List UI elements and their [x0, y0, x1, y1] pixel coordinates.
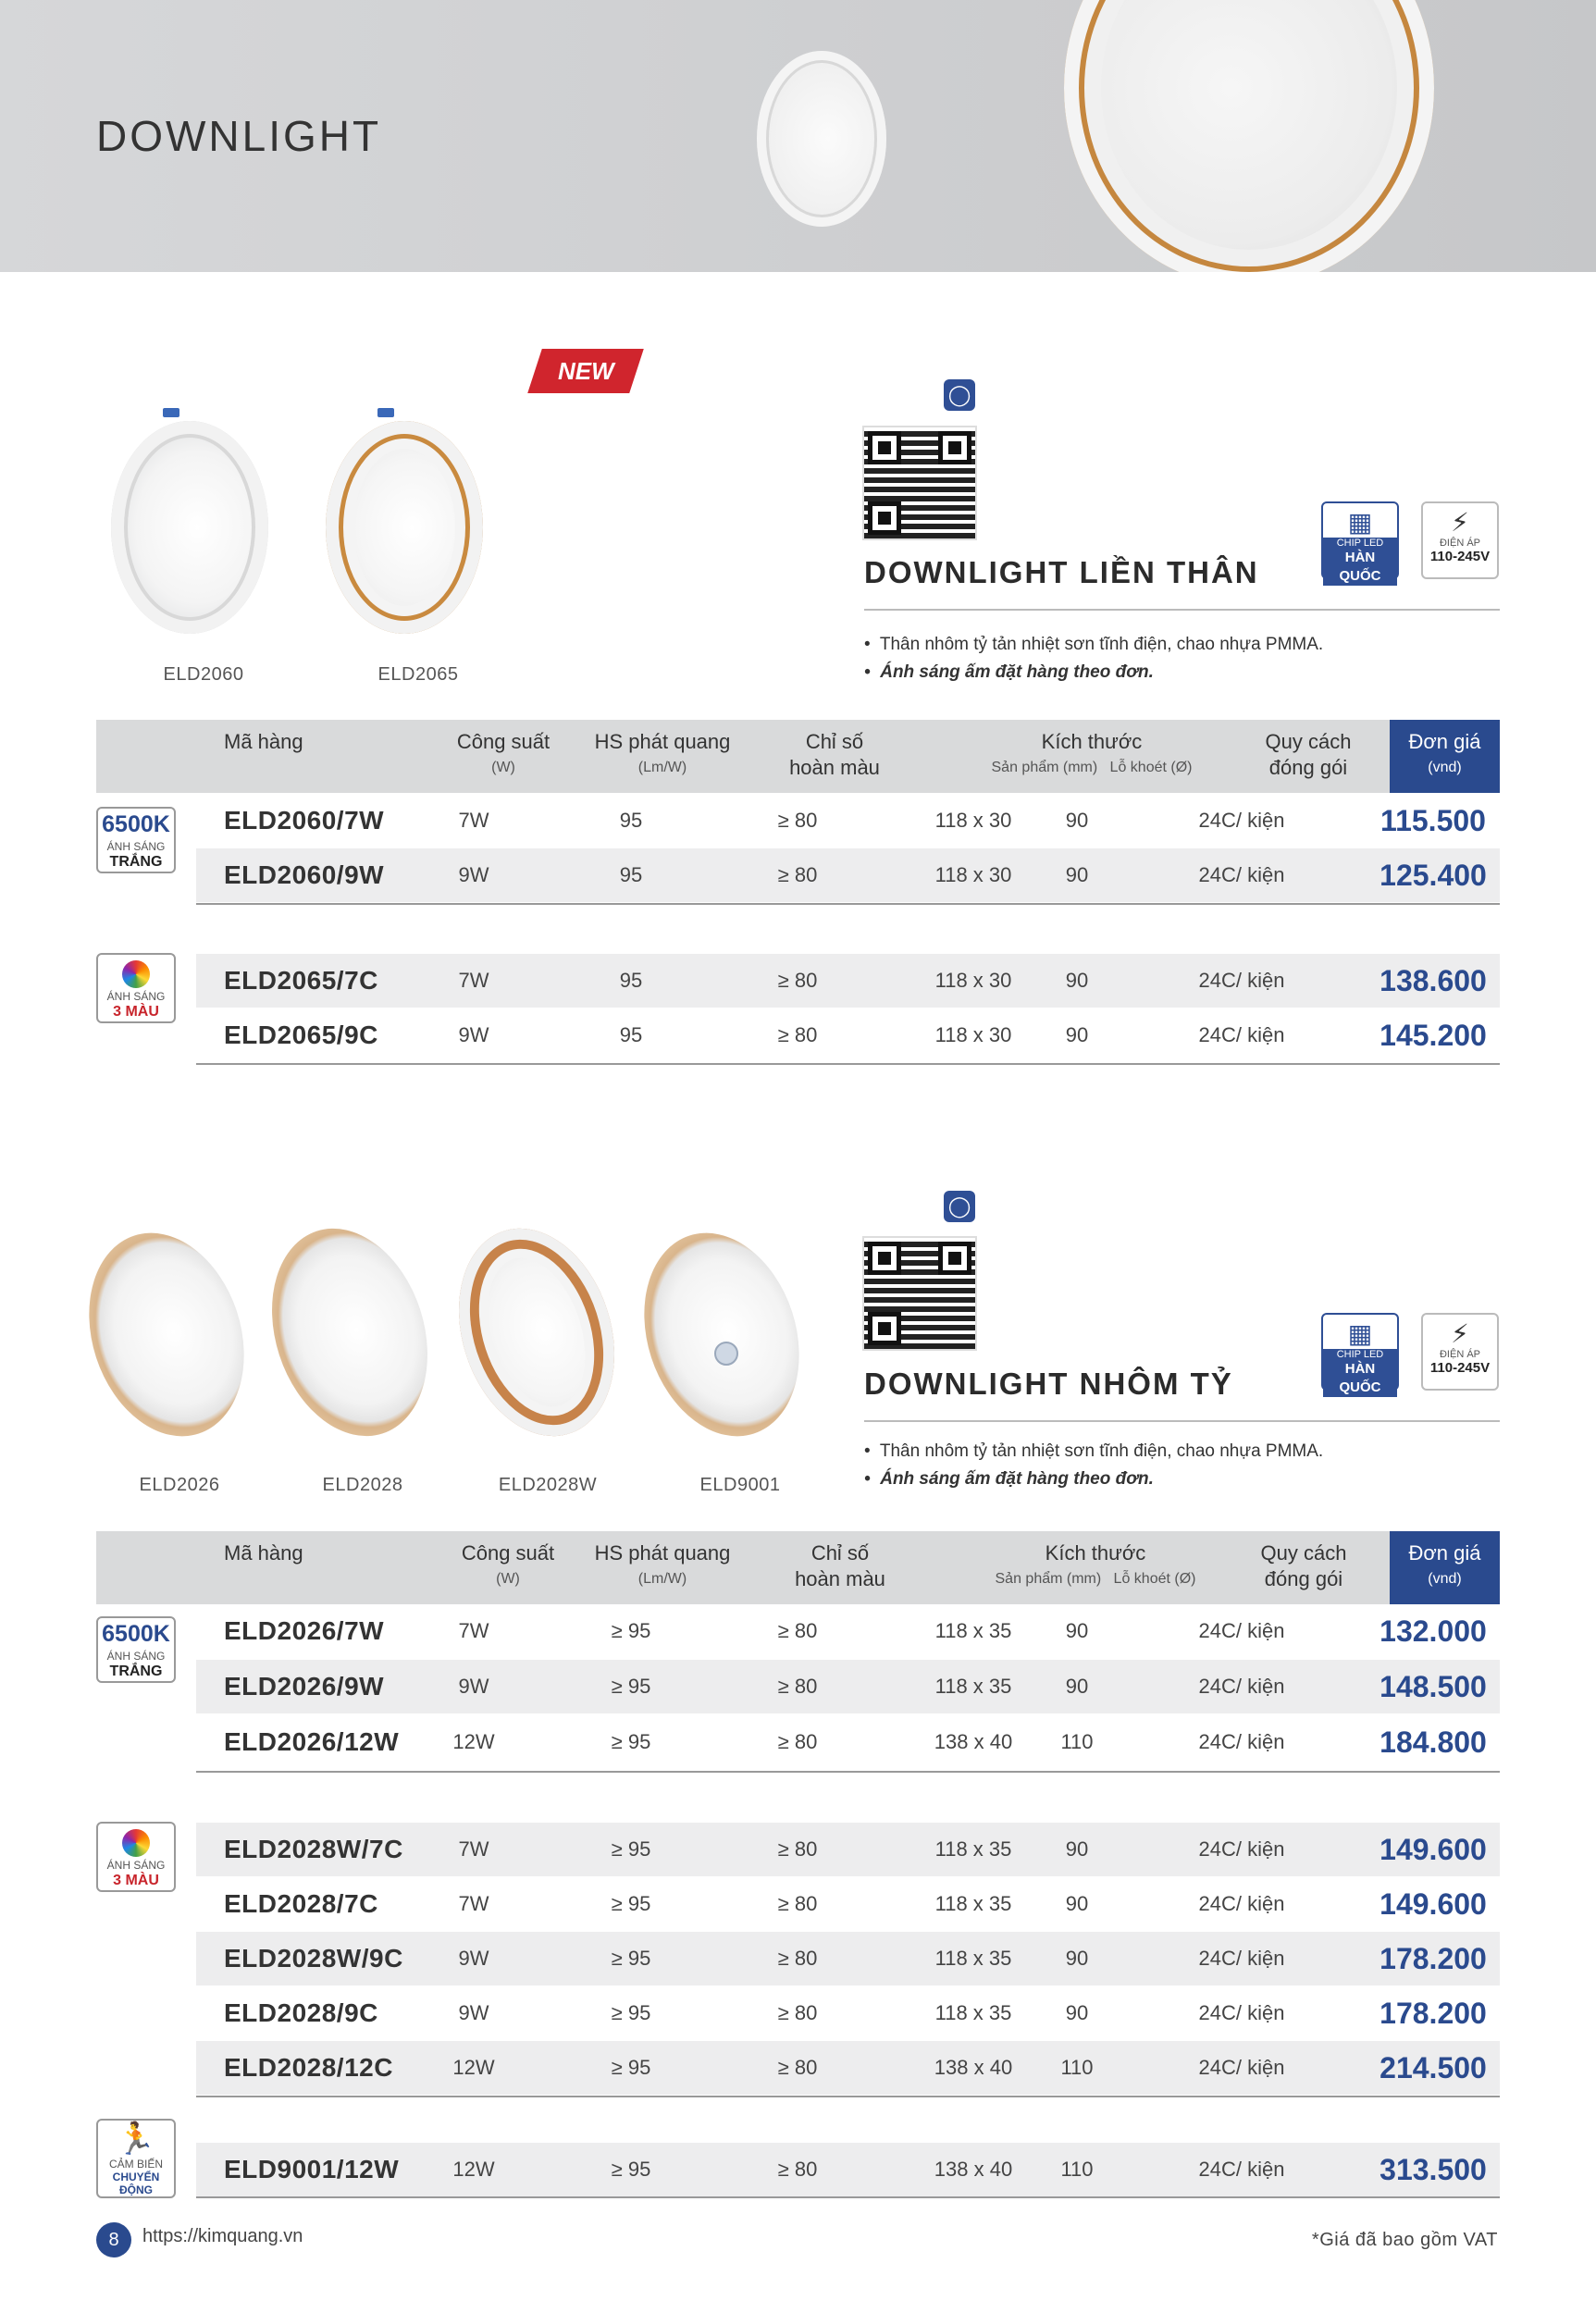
table-row [196, 954, 1500, 1008]
cell-size: 118 x 30 [934, 1023, 1012, 1046]
table-bottom-rule [196, 1063, 1500, 1065]
cell-power: 9W [458, 1675, 489, 1698]
col-size: Kích thước Sản phẩm (mm) Lỗ khoét (Ø) [991, 730, 1193, 775]
cell-cut: 90 [1065, 1837, 1089, 1861]
cell-pack: 24C/ kiện [1198, 863, 1285, 886]
cell-code: ELD2065/7C [224, 966, 378, 995]
cell-eff: ≥ 95 [611, 2056, 651, 2079]
cell-eff: 95 [619, 809, 643, 832]
cell-pack: 24C/ kiện [1198, 1892, 1285, 1915]
cell-size: 138 x 40 [934, 2056, 1013, 2079]
feature-item: • Ánh sáng ấm đặt hàng theo đơn. [864, 662, 1154, 682]
col-pack: Quy cách đóng gói [1260, 1541, 1347, 1590]
cell-price: 138.600 [1379, 964, 1487, 997]
cell-cut: 110 [1060, 2158, 1094, 2181]
cell-eff: ≥ 95 [611, 1892, 651, 1915]
chip-led-badge: ▦ CHIP LED HÀN QUỐC [1321, 501, 1399, 579]
cell-cut: 90 [1065, 1619, 1089, 1642]
cell-cut: 90 [1065, 809, 1089, 832]
cell-code: ELD2060/7W [224, 806, 385, 835]
table-row [196, 1008, 1500, 1062]
badge-motion-sensor: 🏃 CẢM BIẾN CHUYỂN ĐỘNG [96, 2119, 176, 2198]
cell-price: 313.500 [1379, 2153, 1487, 2186]
cell-cri: ≥ 80 [777, 2001, 818, 2024]
table-row [196, 1877, 1500, 1931]
mounting-clip [377, 408, 394, 417]
cell-cri: ≥ 80 [777, 1023, 818, 1046]
cell-price: 148.500 [1379, 1670, 1487, 1703]
section-title-lien-than: DOWNLIGHT LIỀN THÂN [864, 555, 1259, 589]
col-power: Công suất (W) [456, 730, 551, 775]
cell-cri: ≥ 80 [777, 969, 818, 992]
image-label-eld2026: ELD2026 [139, 1475, 220, 1495]
cell-size: 118 x 30 [934, 863, 1012, 886]
cell-eff: ≥ 95 [611, 2001, 651, 2024]
feature-item: • Thân nhôm tỷ tản nhiệt sơn tĩnh điện, chao nhựa PMMA. [864, 635, 1324, 654]
cell-power: 7W [458, 1892, 489, 1915]
cell-price: 132.000 [1379, 1614, 1487, 1648]
vat-note: *Giá đã bao gồm VAT [1311, 2230, 1498, 2250]
cell-size: 138 x 40 [934, 1730, 1013, 1753]
col-power: Công suất (W) [461, 1541, 555, 1587]
cell-code: ELD2026/7W [224, 1616, 385, 1645]
col-code: Mã hàng [224, 730, 303, 753]
cell-power: 7W [458, 809, 489, 832]
globe-icon[interactable]: ◯ [944, 379, 975, 411]
cell-cri: ≥ 80 [777, 2158, 818, 2181]
col-code: Mã hàng [224, 1541, 303, 1565]
image-label-eld9001: ELD9001 [699, 1475, 781, 1495]
table-row [196, 794, 1500, 847]
cell-cut: 90 [1065, 2001, 1089, 2024]
cell-power: 9W [458, 2001, 489, 2024]
cell-pack: 24C/ kiện [1198, 1730, 1285, 1753]
image-label-eld2028: ELD2028 [322, 1475, 403, 1495]
cell-code: ELD9001/12W [224, 2155, 400, 2183]
image-label-eld2060: ELD2060 [163, 664, 244, 685]
feature-item: • Thân nhôm tỷ tản nhiệt sơn tĩnh điện, chao nhựa PMMA. [864, 1441, 1324, 1461]
cell-cut: 90 [1065, 1023, 1089, 1046]
feature-list [864, 1438, 1323, 1493]
image-label-eld2065: ELD2065 [377, 664, 459, 685]
qr-code[interactable] [862, 426, 977, 540]
cell-size: 118 x 30 [934, 969, 1012, 992]
motion-sensor-dot [714, 1342, 738, 1366]
table-bottom-rule [196, 903, 1500, 905]
cell-price: 178.200 [1379, 1942, 1487, 1975]
feature-item: • Ánh sáng ấm đặt hàng theo đơn. [864, 1469, 1154, 1489]
cell-price: 125.400 [1379, 859, 1487, 892]
cell-power: 9W [458, 1947, 489, 1970]
cell-code: ELD2028/9C [224, 1998, 378, 2027]
cell-size: 118 x 35 [934, 1675, 1012, 1698]
cell-eff: ≥ 95 [611, 1619, 651, 1642]
col-efficacy: HS phát quang (Lm/W) [594, 730, 731, 775]
page-number: 8 [96, 2222, 131, 2257]
product-image-eld2028 [246, 1208, 452, 1456]
table-header [96, 720, 1500, 793]
cell-pack: 24C/ kiện [1198, 1947, 1285, 1970]
table-bottom-rule [196, 2096, 1500, 2097]
col-cri: Chỉ số hoàn màu [789, 730, 880, 779]
lightning-icon: ⚡ [1451, 508, 1469, 537]
cell-size: 118 x 35 [934, 1947, 1012, 1970]
col-cri: Chỉ số hoàn màu [795, 1541, 885, 1590]
cell-cri: ≥ 80 [777, 2056, 818, 2079]
cell-price: 184.800 [1379, 1725, 1487, 1759]
table-row [196, 1986, 1500, 2040]
cell-eff: ≥ 95 [611, 1837, 651, 1861]
section-title-nhom-ty: DOWNLIGHT NHÔM TỶ [864, 1367, 1233, 1401]
color-wheel-icon [122, 960, 150, 988]
divider [864, 1420, 1500, 1422]
mounting-clip [163, 408, 179, 417]
cell-pack: 24C/ kiện [1198, 2158, 1285, 2181]
cell-power: 7W [458, 969, 489, 992]
cell-size: 118 x 35 [934, 1837, 1012, 1861]
product-image-eld2026 [64, 1213, 269, 1456]
col-pack: Quy cách đóng gói [1265, 730, 1352, 779]
cell-cut: 90 [1065, 863, 1089, 886]
running-person-icon: 🏃 [116, 2121, 156, 2157]
cell-cri: ≥ 80 [777, 1892, 818, 1915]
cell-cri: ≥ 80 [777, 863, 818, 886]
table-header [96, 1531, 1500, 1604]
lightning-icon: ⚡ [1451, 1319, 1469, 1348]
feature-list [864, 631, 1323, 686]
cell-price: 214.500 [1379, 2051, 1487, 2084]
cell-price: 145.200 [1379, 1019, 1487, 1052]
cell-pack: 24C/ kiện [1198, 1837, 1285, 1861]
cell-code: ELD2028W/7C [224, 1835, 403, 1863]
cell-eff: 95 [619, 1023, 643, 1046]
cell-pack: 24C/ kiện [1198, 969, 1285, 992]
cell-cri: ≥ 80 [777, 1675, 818, 1698]
cell-size: 118 x 35 [934, 2001, 1012, 2024]
cell-size: 118 x 35 [934, 1892, 1012, 1915]
chip-led-badge: ▦ CHIP LED HÀN QUỐC [1321, 1313, 1399, 1391]
cell-size: 138 x 40 [934, 2158, 1013, 2181]
table-row [196, 1715, 1500, 1769]
cell-eff: 95 [619, 863, 643, 886]
cell-pack: 24C/ kiện [1198, 1023, 1285, 1046]
cell-cri: ≥ 80 [777, 809, 818, 832]
cell-cri: ≥ 80 [777, 1947, 818, 1970]
cell-price: 149.600 [1379, 1887, 1487, 1921]
badge-6500k-white: 6500K ÁNH SÁNG TRẮNG [96, 807, 176, 873]
col-price: Đơn giá (vnd) [1390, 720, 1500, 793]
cell-code: ELD2026/9W [224, 1672, 385, 1701]
cell-code: ELD2060/9W [224, 860, 385, 889]
cell-pack: 24C/ kiện [1198, 1675, 1285, 1698]
cell-code: ELD2065/9C [224, 1020, 378, 1049]
downlight-banner-image-large [1064, 0, 1434, 272]
cell-cri: ≥ 80 [777, 1730, 818, 1753]
cell-pack: 24C/ kiện [1198, 2056, 1285, 2079]
cell-cri: ≥ 80 [777, 1619, 818, 1642]
cell-power: 12W [452, 2056, 495, 2079]
col-price: Đơn giá (vnd) [1390, 1531, 1500, 1604]
cell-power: 9W [458, 863, 489, 886]
cell-size: 118 x 35 [934, 1619, 1012, 1642]
qr-code[interactable] [862, 1236, 977, 1351]
cell-power: 12W [452, 1730, 495, 1753]
cell-pack: 24C/ kiện [1198, 1619, 1285, 1642]
table-row [196, 2041, 1500, 2095]
cell-power: 9W [458, 1023, 489, 1046]
cell-pack: 24C/ kiện [1198, 2001, 1285, 2024]
cell-cut: 90 [1065, 1892, 1089, 1915]
cell-cut: 110 [1060, 1730, 1094, 1753]
cell-code: ELD2028/12C [224, 2053, 393, 2082]
product-image-eld9001 [619, 1213, 824, 1456]
table-row [196, 1932, 1500, 1985]
table-row [196, 1823, 1500, 1876]
product-image-eld2065 [326, 421, 483, 634]
new-badge: NEW [527, 349, 644, 393]
cell-pack: 24C/ kiện [1198, 809, 1285, 832]
color-wheel-icon [122, 1829, 150, 1857]
cell-power: 7W [458, 1837, 489, 1861]
website-link[interactable]: https://kimquang.vn [142, 2226, 303, 2246]
cell-eff: ≥ 95 [611, 1947, 651, 1970]
badge-3-color: ÁNH SÁNG 3 MÀU [96, 1822, 176, 1892]
chip-icon: ▦ [1347, 1319, 1373, 1348]
cell-code: ELD2028W/9C [224, 1944, 403, 1973]
chip-icon: ▦ [1347, 508, 1373, 537]
header-banner [0, 0, 1596, 272]
table-bottom-rule [196, 1771, 1500, 1773]
table-row [196, 2143, 1500, 2196]
voltage-badge: ⚡ ĐIỆN ÁP 110-245V [1421, 501, 1499, 579]
cell-price: 178.200 [1379, 1997, 1487, 2030]
product-image-eld2060 [111, 421, 268, 634]
cell-cri: ≥ 80 [777, 1837, 818, 1861]
cell-eff: 95 [619, 969, 643, 992]
cell-power: 12W [452, 2158, 495, 2181]
badge-3-color: ÁNH SÁNG 3 MÀU [96, 953, 176, 1023]
downlight-banner-image-small [757, 51, 886, 227]
cell-code: ELD2026/12W [224, 1727, 400, 1756]
cell-price: 115.500 [1380, 804, 1486, 837]
cell-cut: 90 [1065, 1947, 1089, 1970]
col-size: Kích thước Sản phẩm (mm) Lỗ khoét (Ø) [995, 1541, 1196, 1587]
image-label-eld2028w: ELD2028W [498, 1475, 598, 1495]
product-image-eld2028w [433, 1208, 639, 1456]
divider [864, 609, 1500, 611]
cell-price: 149.600 [1379, 1833, 1487, 1866]
col-efficacy: HS phát quang (Lm/W) [594, 1541, 731, 1587]
cell-eff: ≥ 95 [611, 1730, 651, 1753]
cell-eff: ≥ 95 [611, 1675, 651, 1698]
cell-cut: 110 [1060, 2056, 1094, 2079]
table-row [196, 848, 1500, 902]
cell-cut: 90 [1065, 969, 1089, 992]
voltage-badge: ⚡ ĐIỆN ÁP 110-245V [1421, 1313, 1499, 1391]
cell-cut: 90 [1065, 1675, 1089, 1698]
badge-6500k-white: 6500K ÁNH SÁNG TRẮNG [96, 1616, 176, 1683]
cell-power: 7W [458, 1619, 489, 1642]
table-bottom-rule [196, 2196, 1500, 2198]
page-title: DOWNLIGHT [96, 112, 382, 160]
cell-size: 118 x 30 [934, 809, 1012, 832]
globe-icon[interactable]: ◯ [944, 1191, 975, 1222]
table-row [196, 1660, 1500, 1713]
table-row [196, 1604, 1500, 1658]
cell-code: ELD2028/7C [224, 1889, 378, 1918]
cell-eff: ≥ 95 [611, 2158, 651, 2181]
